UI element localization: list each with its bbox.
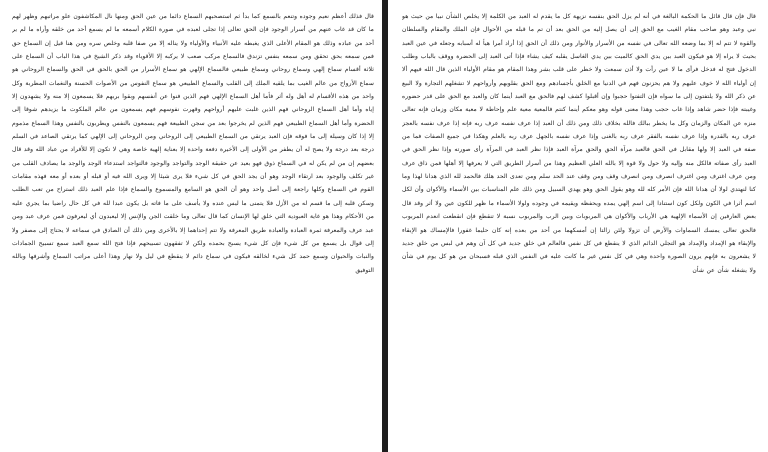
right-page <box>388 0 768 452</box>
right-page-text: قال فإن قال قائل ما الحكمة البالغة في أنه لم يزل الحق بنفسه نزيهة كل ما يقدم له العبد من الكلمة إلا يخلص الشأن نبيا من حيث هو نبي وعبد وهو صاحب مقام الغيب مع الحق إلى أن يصل إليه من الحق بعد أن تم ما قبله من الأحوال فإن الملك والمقام والسلطان والقوة لا تتم له إلا بما وضعه الله تعالى في نفسه من الأسرار والأنوار ومن ذلك أن الحق إذا أراد أمرا هيأ له أسبابه وجعله في عين العبد بحيث لا يراه إلا هو فيكون العبد بين يدي الحق كالميت بين يدي الغاسل يقلبه كيف يشاء فإذا أتى العبد إلى الحضرة ووقف بالباب وطلب الدخول فتح له فدخل فرأى ما لا عين رأت ولا أذن سمعت ولا خطر على قلب بشر وهذا المقام هو مقام الأولياء الذين قال الله فيهم ألا إن أولياء الله لا خوف عليهم ولا هم يحزنون فهم في الدنيا مع الخلق بأجسادهم ومع الحق بقلوبهم وأرواحهم لا تشغلهم التجارة ولا البيع عن ذكر الله ولا يلتفتون إلى ما سواه فإن التفتوا حجبوا وإن أقبلوا كشف لهم فالحق مع العبد أينما كان والعبد مع الحق على قدر حضوره وغيبته فإذا حضر شاهد وإذا غاب حجب وهذا معنى قوله وهو معكم أينما كنتم فالمعية معية علم وإحاطة لا معية مكان وزمان فإنه تعالى منزه عن المكان والزمان وكل ما يخطر ببالك فالله بخلاف ذلك ومن ذلك أن العبد إذا عرف نفسه عرف ربه فإنه إذا عرف نفسه بالعجز عرف ربه بالقدرة وإذا عرف نفسه بالفقر عرف ربه بالغنى وإذا عرف نفسه بالجهل عرف ربه بالعلم وهكذا في جميع الصفات فما من صفة في العبد إلا ولها مقابل في الحق فالعبد مرآة الحق والحق مرآة العبد فإذا نظر العبد في المرآة رأى صورته وإذا نظر الحق في العبد رأى صفاته فالكل منه وإليه ولا حول ولا قوة إلا بالله العلي العظيم وهذا من أسرار الطريق التي لا يعرفها إلا أهلها فمن ذاق عرف ومن عرف اغترف ومن اغترف انصرف ومن انصرف وقف ومن وقف عند الحد سلم ومن تعدى الحد هلك فالحمد لله الذي هدانا لهذا وما كنا لنهتدي لولا أن هدانا الله فإن الأمر كله لله وهو يقول الحق وهو يهدي السبيل ومن ذلك علم المناسبات بين الأسماء والأكوان وأن لكل اسم أثرا في الكون ولكل كون استنادا إلى اسم إلهي يمده ويحفظه ويقيمه في وجوده ولولا الأسماء ما ظهر للكون عين ولا أثر وقد قال بعض العارفين إن الأسماء الإلهية هي الأرباب والأكوان هي المربوبات وبين الرب والمربوب نسبة لا تنقطع فإن انقطعت انعدم المربوب فالحق تعالى يمسك السماوات والأرض أن تزولا ولئن زالتا إن أمسكهما من أحد من بعده إنه كان حليما غفورا فالإمساك هو الإبقاء والإبقاء هو الإمداد والإمداد هو التجلي الدائم الذي لا ينقطع في كل نفس فالعالم في خلق جديد في كل آن وهم في لبس من خلق جديد لا يشعرون به فإنهم يرون الصورة واحدة وهي في كل نفس غير ما كانت عليه في النفس الذي قبله فسبحان من هو كل يوم في شأن ولا يشغله شأن عن شأن <box>402 13 756 274</box>
left-page-text: قال فذلك أعظم نعيم وجوده وتنعم بالسمع كما بدأ ثم استصحبهم السماع دائما من عين الحق ومنها نال المكاشفون علو مراتبهم وظهر لهم ما كان قد غاب عنهم من أسرار الوجود فإن الحق تعالى إذا تجلى لعبده في صورة الكلام أسمعه ما لم يسمع أحد من خلقه وأراه ما لم ير أحد من عباده وذلك هو المقام الأعلى الذي يغبطه عليه الأنبياء والأولياء ولا يناله إلا من صفا قلبه وخلص سره ومن هنا قيل إن السماع حق فمن سمعه بحق تحقق ومن سمعه بنفس تزندق فالسماع مركب صعب لا يركبه إلا الأقوياء وقد ذكر الشيخ في هذا الباب أن السماع على ثلاثة أقسام سماع إلهي وسماع روحاني وسماع طبيعي فالسماع الإلهي هو سماع الأسرار من الحق بالحق في الحق والسماع الروحاني هو سماع الأرواح من عالم الغيب بما يلقيه الملك إلى القلب والسماع الطبيعي هو سماع النفوس من الأصوات الحسنة والنغمات المطربة وكل واحد من هذه الأقسام له أهل وله أثر فأما أهل السماع الإلهي فهم الذين فنوا عن أنفسهم وبقوا بربهم فلا يسمعون إلا منه ولا يشهدون إلا إياه وأما أهل السماع الروحاني فهم الذين غلبت عليهم أرواحهم وقهرت نفوسهم فهم يسمعون من عالم الملكوت ما يزيدهم شوقا إلى الحضرة وأما أهل السماع الطبيعي فهم الذين لم يخرجوا بعد من سجن الطبيعة فهم يسمعون بالنفس ويطربون بالنفس وهذا السماع مذموم إلا إذا كان وسيلة إلى ما فوقه فإن العبد يرتقي من السماع الطبيعي إلى الروحاني ومن الروحاني إلى الإلهي كما يرتقي الصاعد في السلم درجة بعد درجة ولا يصح له أن يطفر من الأولى إلى الأخيرة دفعة واحدة إلا بعناية إلهية خاصة وهي لا تكون إلا للأفراد من عباد الله وقد قال بعضهم إن من لم يكن له في السماع ذوق فهو بعيد عن حقيقة الوجد والتواجد والوجود فالتواجد استدعاء الوجد والوجد ما يصادف القلب من غير تكلف والوجود بعد ارتقاء الوجد وهو أن يجد الحق في كل شيء فلا يرى شيئا إلا ويرى الله فيه أو قبله أو بعده أو معه فهذه مقامات القوم في السماع وكلها راجعة إلى أصل واحد وهو أن الحق هو السامع والمسموع والسماع فإذا علم العبد ذلك استراح من تعب الطلب وسكن قلبه إلى ما قسم له من الأزل فلا يتمنى ما ليس عنده ولا يأسف على ما فاته بل يكون عبدا لله في كل حال راضيا بما يجري عليه من الأحكام وهذا هو غاية العبودية التي خلق لها الإنسان كما قال تعالى وما خلقت الجن والإنس إلا ليعبدون أي ليعرفون فمن عرف عبد ومن عبد عرف والمعرفة ثمرة العبادة والعبادة طريق المعرفة ولا تتم إحداهما إلا بالأخرى ومن ذلك أن الصادق في سماعه لا يحتاج إلى مصفر ولا إلى قوال بل يسمع من كل شيء فإن كل شيء يسبح بحمده ولكن لا تفقهون تسبيحهم فإذا فتح الله سمع العبد سمع تسبيح الجمادات والنبات والحيوان وسمع حمد كل شيء لخالقه فيكون في سماع دائم لا ينقطع في ليل ولا نهار وهذا أعلى مراتب السماع وأشرفها وبالله التوفيق <box>12 13 374 274</box>
left-page <box>0 0 382 452</box>
